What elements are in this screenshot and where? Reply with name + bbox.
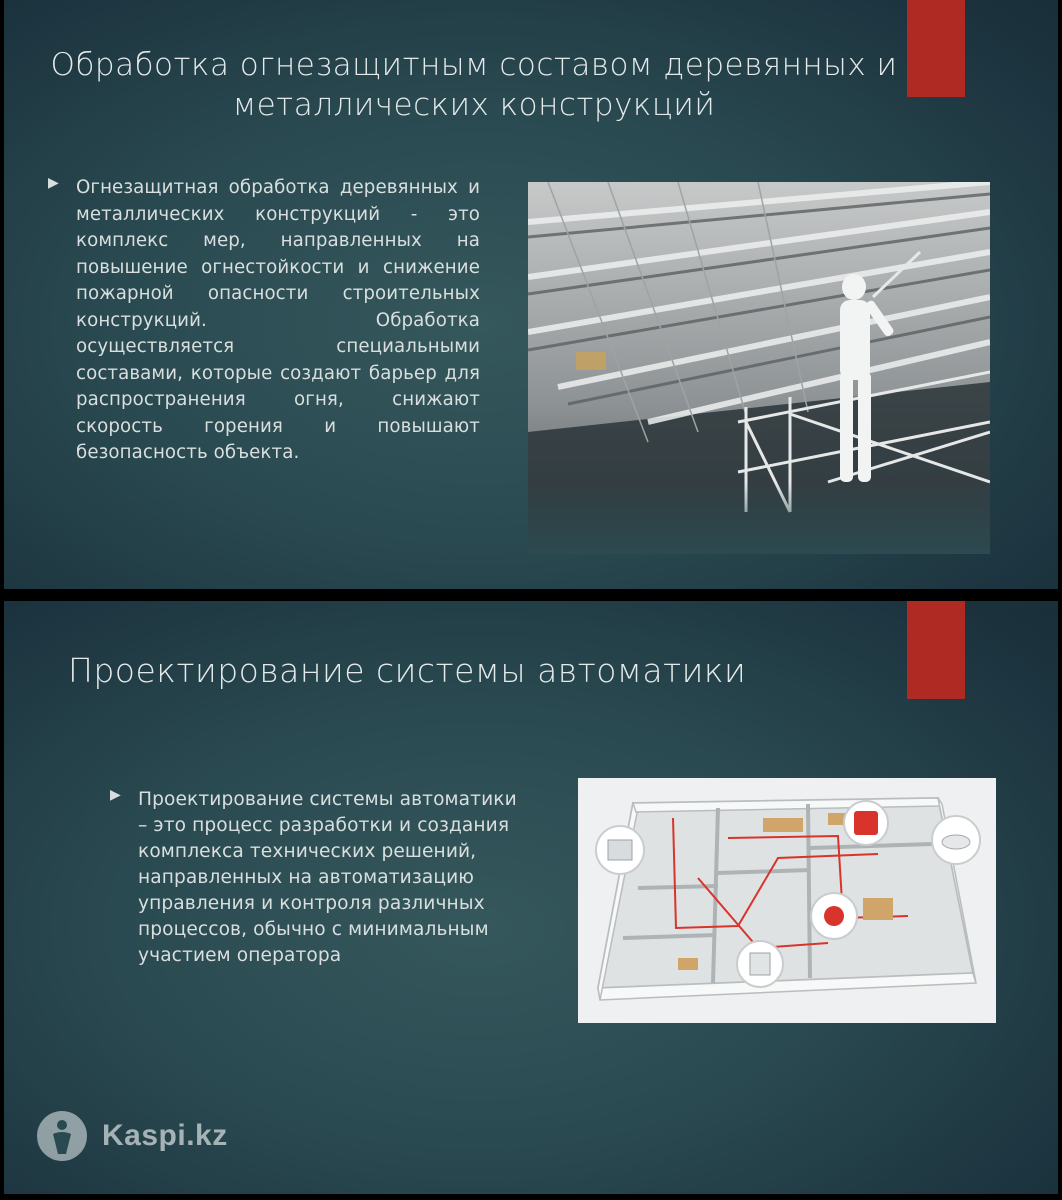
- slide-title: Обработка огнезащитным составом деревянных и металлических конструкций: [50, 47, 898, 123]
- kaspi-logo-icon: [36, 1110, 88, 1162]
- accent-bar: [907, 0, 965, 97]
- accent-bar: [907, 601, 965, 699]
- slide-automation: [4, 601, 1058, 1194]
- automation-floorplan-image: [578, 778, 996, 1023]
- bullet-text: Проектирование системы автоматики – это процесс разработки и создания комплекса технических решений, направленных на автоматизацию управления и контроля различных процессов, обычно с минимальным участием оператора: [138, 789, 517, 966]
- watermark-text: Kaspi.kz: [102, 1119, 228, 1152]
- slide-title: Проектирование системы автоматики: [68, 651, 747, 690]
- bullet-arrow-icon: ▶: [48, 175, 59, 191]
- fireproofing-photo: [528, 182, 990, 554]
- kaspi-watermark: [36, 1108, 228, 1164]
- bullet-text: Огнезащитная обработка деревянных и металлических конструкций - это комплекс мер, направленных на повышение огнестойкости и снижение пожарной опасности строительных конструкций. Обработка осуществляется специальными составами, которые создают барьер для распространения огня, снижают скорость горения и повышают безопасность объекта.: [76, 177, 480, 463]
- bullet-arrow-icon: ▶: [110, 787, 121, 803]
- slide-fireproofing: [4, 0, 1058, 589]
